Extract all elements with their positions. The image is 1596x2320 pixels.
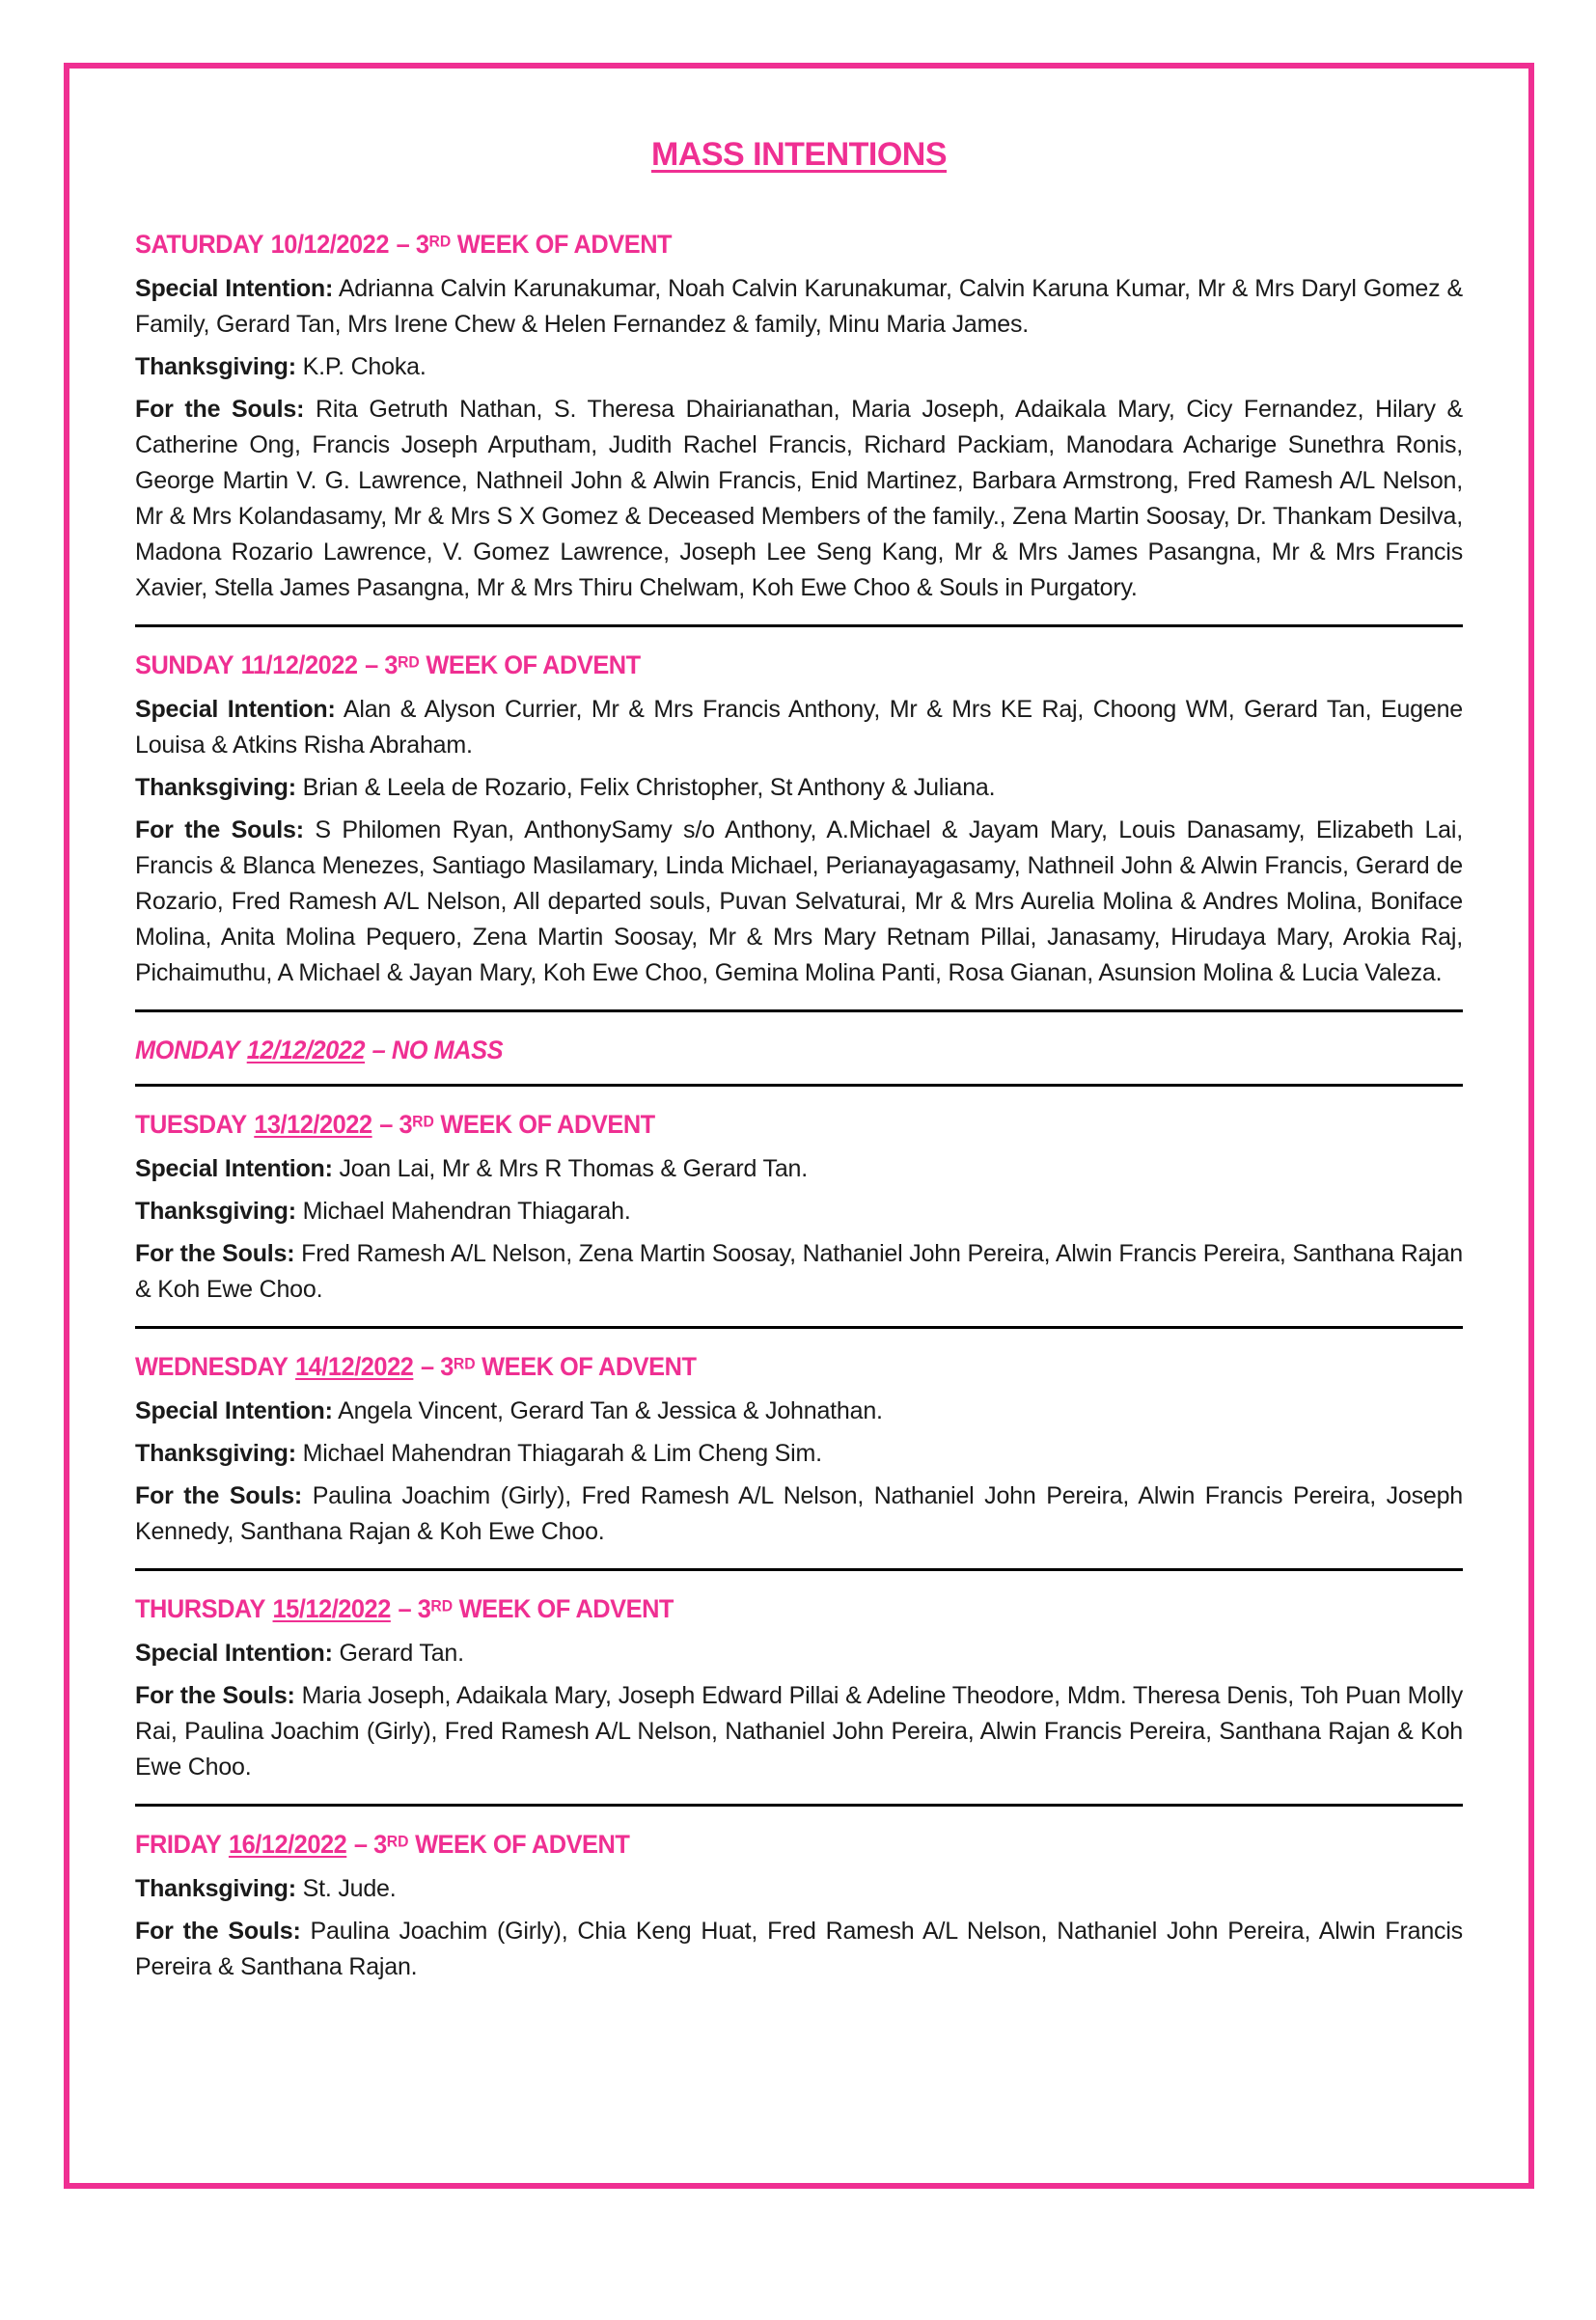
section-divider [135,1009,1463,1012]
special-intention-paragraph [135,1394,1463,1429]
entry-text: Michael Mahendran Thiagarah. [302,1198,631,1225]
document-title: MASS INTENTIONS [650,136,948,173]
entry-label: Thanksgiving: [135,774,296,801]
entry-text: Brian & Leela de Rozario, Felix Christopher, St Anthony & Juliana. [302,774,996,801]
section-divider [135,1804,1463,1807]
header-day: THURSDAY [135,1594,265,1623]
entry-label: For the Souls: [135,1240,295,1267]
section-wednesday [135,1352,1463,1550]
entry-text: Joan Lai, Mr & Mrs R Thomas & Gerard Tan. [339,1155,809,1182]
section-header-sunday [135,650,1383,680]
section-saturday [135,230,1463,606]
section-divider [135,1326,1463,1329]
header-rest: – 3RD WEEK OF ADVENT [396,230,673,259]
entry-label: For the Souls: [135,816,304,843]
section-sunday [135,650,1463,991]
section-tuesday [135,1110,1463,1308]
for-the-souls-paragraph [135,1478,1463,1550]
section-header-thursday [135,1594,1383,1624]
entry-label: For the Souls: [135,396,305,423]
header-date: 13/12/2022 [254,1110,372,1139]
entry-text: Fred Ramesh A/L Nelson, Zena Martin Soosay, Nathaniel John Pereira, Alwin Francis Pereira, Santhana Rajan & Koh Ewe Choo. [135,1240,1463,1303]
section-header-friday [135,1830,1383,1860]
header-day: TUESDAY [135,1110,247,1139]
ordinal-superscript: RD [430,1596,454,1616]
section-header-monday [135,1036,1383,1065]
header-rest: – NO MASS [371,1036,504,1064]
ordinal-superscript: RD [386,1832,409,1851]
entry-text: Gerard Tan. [339,1640,464,1667]
special-intention-paragraph [135,692,1463,763]
entry-text: Angela Vincent, Gerard Tan & Jessica & Johnathan. [338,1397,883,1424]
header-date: 10/12/2022 [270,230,389,259]
thanksgiving-paragraph [135,1194,1463,1229]
section-header-saturday [135,230,1383,260]
header-rest: – 3RD WEEK OF ADVENT [398,1594,674,1623]
entry-label: Thanksgiving: [135,1875,296,1902]
entry-label: Special Intention: [135,1640,333,1667]
section-monday [135,1036,1463,1065]
header-date: 12/12/2022 [246,1036,366,1064]
entry-label: Special Intention: [135,275,334,302]
thanksgiving-paragraph [135,349,1463,385]
ordinal-superscript: RD [428,232,452,251]
section-header-tuesday [135,1110,1383,1140]
header-day: MONDAY [135,1036,240,1064]
special-intention-paragraph [135,1636,1463,1671]
thanksgiving-paragraph [135,1871,1463,1907]
special-intention-paragraph [135,1151,1463,1187]
header-date: 16/12/2022 [228,1830,347,1859]
special-intention-paragraph [135,271,1463,343]
section-thursday [135,1594,1463,1785]
header-day: SUNDAY [135,650,234,679]
bulletin-page [0,63,1596,2320]
pink-border-frame [64,63,1534,2189]
for-the-souls-paragraph [135,1678,1463,1785]
entry-label: Special Intention: [135,1397,333,1424]
entry-label: For the Souls: [135,1682,295,1709]
ordinal-superscript: RD [412,1112,434,1131]
entry-label: Special Intention: [135,1155,333,1182]
header-day: FRIDAY [135,1830,222,1859]
ordinal-superscript: RD [453,1354,476,1373]
header-date: 15/12/2022 [272,1594,391,1623]
header-rest: – 3RD WEEK OF ADVENT [379,1110,655,1139]
header-date: 11/12/2022 [240,650,358,679]
thanksgiving-paragraph [135,1436,1463,1472]
section-friday [135,1830,1463,1985]
section-header-wednesday [135,1352,1383,1382]
header-rest: – 3RD WEEK OF ADVENT [420,1352,697,1381]
entry-label: Thanksgiving: [135,1198,296,1225]
section-divider [135,1568,1463,1571]
entry-text: K.P. Choka. [302,353,427,380]
header-rest: – 3RD WEEK OF ADVENT [353,1830,630,1859]
thanksgiving-paragraph [135,770,1463,806]
entry-text: Adrianna Calvin Karunakumar, Noah Calvin Karunakumar, Calvin Karuna Kumar, Mr & Mrs Daryl Gomez & Family, Gerard Tan, Mrs Irene Chew & Helen Fernandez & family, Minu Maria James. [135,275,1463,338]
header-day: WEDNESDAY [135,1352,289,1381]
entry-label: Special Intention: [135,696,336,723]
entry-text: Maria Joseph, Adaikala Mary, Joseph Edward Pillai & Adeline Theodore, Mdm. Theresa Denis, Toh Puan Molly Rai, Paulina Joachim (Girly), Fred Ramesh A/L Nelson, Nathaniel John Pereira, Alwin Francis Pereira, Santhana Rajan & Koh Ewe Choo. [135,1682,1464,1781]
entry-label: For the Souls: [135,1482,303,1509]
entry-text: St. Jude. [302,1875,397,1902]
entry-label: For the Souls: [135,1918,301,1945]
section-divider [135,1084,1463,1087]
entry-label: Thanksgiving: [135,353,296,380]
section-divider [135,624,1463,627]
for-the-souls-paragraph [135,392,1463,606]
for-the-souls-paragraph [135,1914,1463,1985]
ordinal-superscript: RD [398,652,420,672]
entry-text: Rita Getruth Nathan, S. Theresa Dhairianathan, Maria Joseph, Adaikala Mary, Cicy Fernandez, Hilary & Catherine Ong, Francis Joseph Arputham, Judith Rachel Francis, Richard Packiam, Manodara Acharige Sunethra Ronis, George Martin V. G. Lawrence, Nathneil John & Alwin Francis, Enid Martinez, Barbara Armstrong, Fred Ramesh A/L Nelson, Mr & Mrs Kolandasamy, Mr & Mrs S X Gomez & Deceased Members of the family., Zena Martin Soosay, Dr. Thankam Desilva, Madona Rozario Lawrence, V. Gomez Lawrence, Joseph Lee Seng Kang, Mr & Mrs James Pasangna, Mr & Mrs Francis Xavier, Stella James Pasangna, Mr & Mrs Thiru Chelwam, Koh Ewe Choo & Souls in Purgatory. [135,396,1463,601]
header-rest: – 3RD WEEK OF ADVENT [365,650,641,679]
for-the-souls-paragraph [135,1236,1463,1308]
entry-text: Michael Mahendran Thiagarah & Lim Cheng Sim. [302,1440,822,1467]
entry-text: Alan & Alyson Currier, Mr & Mrs Francis Anthony, Mr & Mrs KE Raj, Choong WM, Gerard Tan, Eugene Louisa & Atkins Risha Abraham. [135,696,1463,759]
entry-label: Thanksgiving: [135,1440,296,1467]
for-the-souls-paragraph [135,813,1463,991]
entry-text: S Philomen Ryan, AnthonySamy s/o Anthony, A.Michael & Jayam Mary, Louis Danasamy, Elizabeth Lai, Francis & Blanca Menezes, Santiago Masilamary, Linda Michael, Perianayagasamy, Nathneil John & Alwin Francis, Gerard de Rozario, Fred Ramesh A/L Nelson, All departed souls, Puvan Selvaturai, Mr & Mrs Aurelia Molina & Andres Molina, Boniface Molina, Anita Molina Pequero, Zena Martin Soosay, Mr & Mrs Mary Retnam Pillai, Janasamy, Hirudaya Mary, Arokia Raj, Pichaimuthu, A Michael & Jayan Mary, Koh Ewe Choo, Gemina Molina Panti, Rosa Gianan, Asunsion Molina & Lucia Valeza. [135,816,1463,986]
header-day: SATURDAY [135,230,264,259]
entry-text: Paulina Joachim (Girly), Chia Keng Huat, Fred Ramesh A/L Nelson, Nathaniel John Pereira, Alwin Francis Pereira & Santhana Rajan. [135,1918,1463,1980]
header-date: 14/12/2022 [295,1352,414,1381]
entry-text: Paulina Joachim (Girly), Fred Ramesh A/L Nelson, Nathaniel John Pereira, Alwin Francis Pereira, Joseph Kennedy, Santhana Rajan & Koh Ewe Choo. [135,1482,1463,1545]
